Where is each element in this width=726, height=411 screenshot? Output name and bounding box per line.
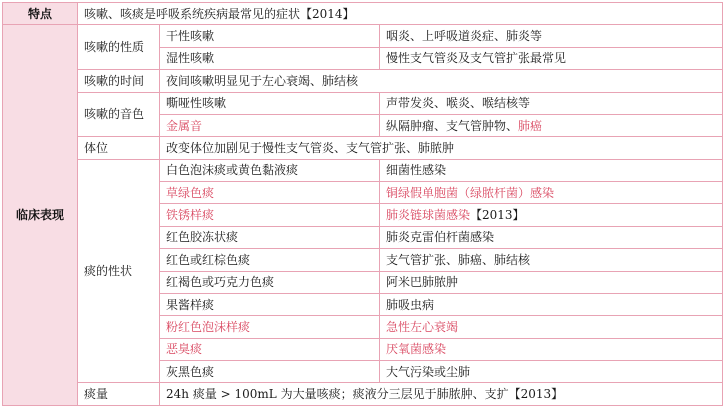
feature-content: 咳嗽、咳痰是呼吸系统疾病最常见的症状【2014】 (78, 3, 723, 25)
sputum-cause: 厌氧菌感染 (380, 338, 723, 360)
sputum-cause: 阿米巴肺脓肿 (380, 271, 723, 293)
sputum-type: 红色胶冻状痰 (160, 226, 380, 248)
sputum-label: 痰的性状 (78, 159, 160, 383)
cough-time-label: 咳嗽的时间 (78, 70, 160, 92)
row-sputum (3, 159, 723, 181)
cough-tone-cause-text: 纵隔肿瘤、支气管肿物、 (386, 118, 519, 133)
sputum-cause: 急性左心衰竭 (380, 316, 723, 338)
row-sputum-volume (3, 383, 723, 406)
sputum-cause: 肺吸虫病 (380, 293, 723, 315)
sputum-cause-text: 肺炎链球菌感染 (386, 208, 471, 223)
sputum-type: 白色泡沫痰或黄色黏液痰 (160, 159, 380, 181)
sputum-cause: 铜绿假单胞菌（绿脓杆菌）感染 (380, 182, 723, 204)
sputum-type: 草绿色痰 (160, 182, 380, 204)
cough-nature-type: 干性咳嗽 (160, 25, 380, 47)
cough-tone-cause (380, 92, 723, 114)
row-feature (3, 3, 723, 25)
row-cough-nature-1 (3, 25, 723, 47)
cough-tone-cause-text: 声带发炎、喉炎、喉结核等 (386, 96, 531, 111)
sputum-cause: 支气管扩张、肺癌、肺结核 (380, 249, 723, 271)
row-cough-tone-1 (3, 92, 723, 114)
sputum-cause-tag: 【2013】 (470, 208, 525, 223)
cough-tone-type: 嘶哑性咳嗽 (160, 92, 380, 114)
sputum-type: 果酱样痰 (160, 293, 380, 315)
posture-content: 改变体位加剧见于慢性支气管炎、支气管扩张、肺脓肿 (160, 137, 723, 159)
cough-nature-cause: 慢性支气管炎及支气管扩张最常见 (380, 47, 723, 69)
cough-tone-type: 金属音 (160, 114, 380, 136)
feature-label: 特点 (3, 3, 78, 25)
sputum-type: 恶臭痰 (160, 338, 380, 360)
row-cough-time (3, 70, 723, 92)
sputum-volume-content: 24h 痰量 > 100mL 为大量咳痰；痰液分三层见于肺脓肿、支扩【2013】 (160, 383, 723, 406)
sputum-type: 灰黑色痰 (160, 361, 380, 383)
cough-nature-cause: 咽炎、上呼吸道炎症、肺炎等 (380, 25, 723, 47)
sputum-type: 红褐色或巧克力色痰 (160, 271, 380, 293)
cough-nature-type: 湿性咳嗽 (160, 47, 380, 69)
cough-tone-cause-highlight: 肺癌 (518, 118, 543, 133)
section-label: 临床表现 (3, 25, 78, 406)
sputum-cause: 肺炎克雷伯杆菌感染 (380, 226, 723, 248)
cough-tone-cause (380, 114, 723, 136)
sputum-cause: 细菌性感染 (380, 159, 723, 181)
sputum-type: 铁锈样痰 (160, 204, 380, 226)
clinical-table (2, 2, 723, 406)
row-posture (3, 137, 723, 159)
sputum-type: 粉红色泡沫样痰 (160, 316, 380, 338)
sputum-volume-label: 痰量 (78, 383, 160, 406)
cough-tone-label: 咳嗽的音色 (78, 92, 160, 137)
posture-label: 体位 (78, 137, 160, 159)
sputum-cause (380, 204, 723, 226)
cough-nature-label: 咳嗽的性质 (78, 25, 160, 70)
sputum-cause: 大气污染或尘肺 (380, 361, 723, 383)
cough-time-content: 夜间咳嗽明显见于左心衰竭、肺结核 (160, 70, 723, 92)
sputum-type: 红色或红棕色痰 (160, 249, 380, 271)
